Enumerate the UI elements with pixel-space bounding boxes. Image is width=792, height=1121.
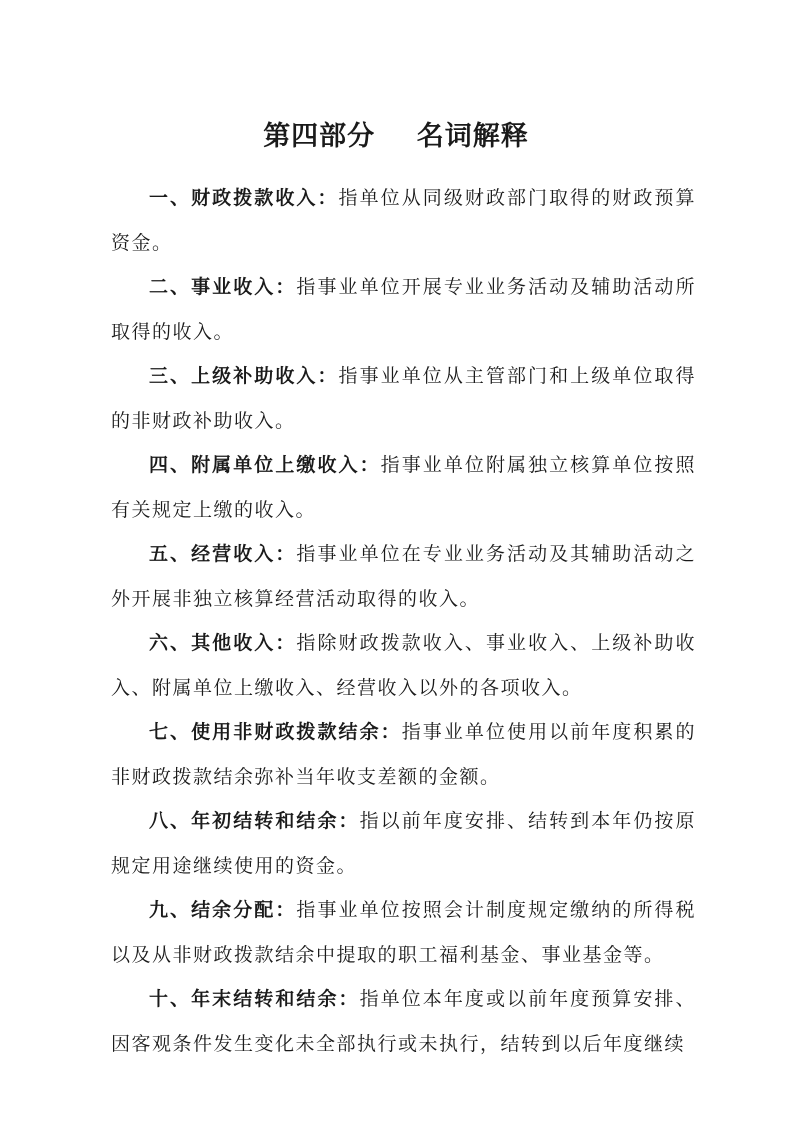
glossary-entry <box>111 799 696 888</box>
glossary-list <box>111 176 696 1066</box>
page-title: 第四部分 名词解释 <box>263 121 529 152</box>
glossary-definition: 指单位从同级财政部门取得的财政预算资金。 <box>111 187 696 254</box>
glossary-term: 十、年末结转和结余： <box>149 988 360 1010</box>
glossary-term: 六、其他收入： <box>149 632 297 654</box>
glossary-term: 九、结余分配： <box>149 899 297 921</box>
glossary-entry <box>111 532 696 621</box>
glossary-entry <box>111 888 696 977</box>
glossary-term: 四、附属单位上缴收入： <box>149 454 381 476</box>
glossary-term: 二、事业收入： <box>149 276 297 298</box>
glossary-definition: 指事业单位从主管部门和上级单位取得的非财政补助收入。 <box>111 365 696 432</box>
glossary-definition: 指事业单位附属独立核算单位按照有关规定上缴的收入。 <box>111 454 696 521</box>
glossary-entry <box>111 176 696 265</box>
glossary-term: 七、使用非财政拨款结余： <box>149 721 402 743</box>
glossary-definition: 指除财政拨款收入、事业收入、上级补助收入、附属单位上缴收入、经营收入以外的各项收入。 <box>111 632 696 699</box>
glossary-definition: 指事业单位使用以前年度积累的非财政拨款结余弥补当年收支差额的金额。 <box>111 721 696 788</box>
glossary-term: 三、上级补助收入： <box>149 365 339 387</box>
glossary-entry <box>111 621 696 710</box>
glossary-term: 一、财政拨款收入： <box>149 187 339 209</box>
glossary-definition: 指事业单位开展专业业务活动及辅助活动所取得的收入。 <box>111 276 696 343</box>
glossary-entry <box>111 977 696 1066</box>
glossary-term: 五、经营收入： <box>149 543 297 565</box>
glossary-definition: 指事业单位在专业业务活动及其辅助活动之外开展非独立核算经营活动取得的收入。 <box>111 543 696 610</box>
glossary-definition: 指事业单位按照会计制度规定缴纳的所得税以及从非财政拨款结余中提取的职工福利基金、事业基金等。 <box>111 899 696 966</box>
glossary-definition: 指以前年度安排、结转到本年仍按原规定用途继续使用的资金。 <box>111 810 696 877</box>
glossary-entry <box>111 710 696 799</box>
glossary-entry <box>111 265 696 354</box>
glossary-term: 八、年初结转和结余： <box>149 810 360 832</box>
glossary-entry <box>111 443 696 532</box>
glossary-entry <box>111 354 696 443</box>
glossary-definition: 指单位本年度或以前年度预算安排、因客观条件发生变化未全部执行或未执行，结转到以后年度继续 <box>111 988 696 1055</box>
